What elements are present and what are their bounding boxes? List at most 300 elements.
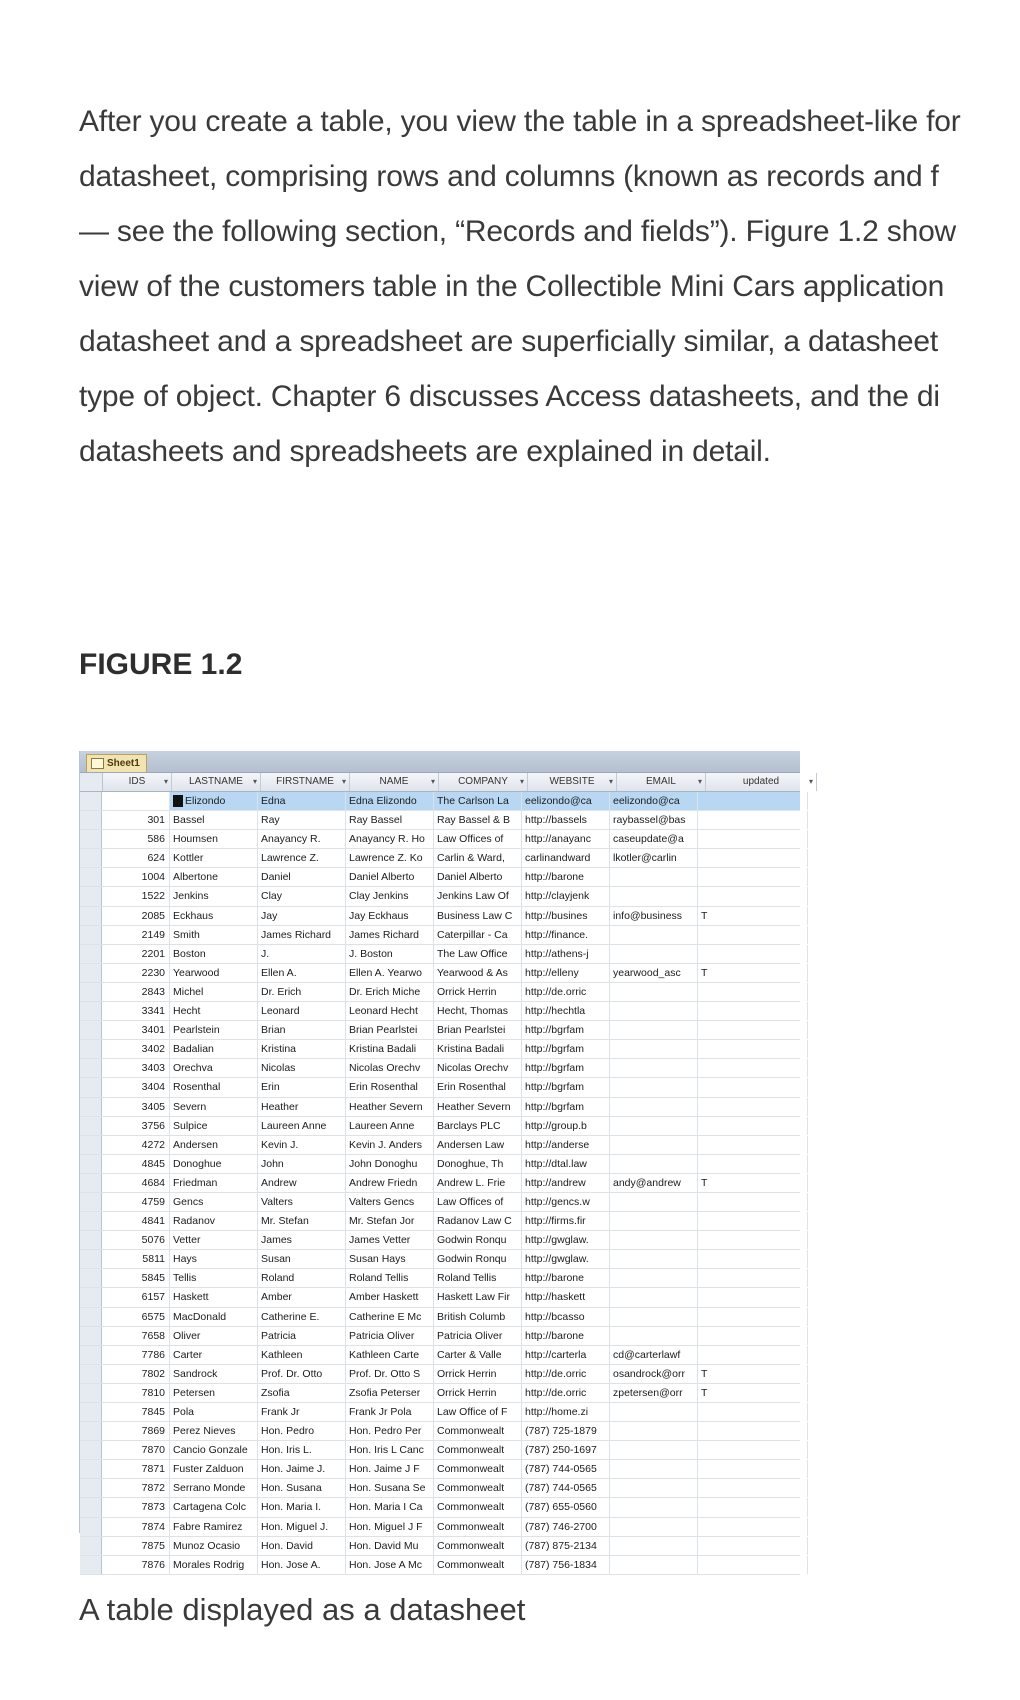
table-cell[interactable]: 7876	[102, 1556, 170, 1574]
table-cell[interactable]: Severn	[170, 1098, 258, 1116]
table-cell[interactable]: Prof. Dr. Otto S	[346, 1365, 434, 1383]
table-cell[interactable]: Donoghue, Th	[434, 1155, 522, 1173]
table-cell[interactable]: Sulpice	[170, 1117, 258, 1135]
table-row[interactable]	[80, 1308, 800, 1327]
row-selector[interactable]	[80, 926, 102, 944]
table-cell[interactable]: Heather Severn	[346, 1098, 434, 1116]
filter-dropdown-icon[interactable]: ▾	[519, 777, 524, 786]
table-cell[interactable]: Hon. Susana Se	[346, 1479, 434, 1497]
table-cell[interactable]	[610, 1327, 698, 1345]
table-cell[interactable]	[610, 1078, 698, 1096]
table-cell[interactable]	[698, 1021, 808, 1039]
table-row[interactable]	[80, 1422, 800, 1441]
table-cell[interactable]: Kevin J.	[258, 1136, 346, 1154]
table-cell[interactable]: 624	[102, 849, 170, 867]
table-row[interactable]	[80, 1250, 800, 1269]
table-cell[interactable]: Commonwealt	[434, 1441, 522, 1459]
table-cell[interactable]: http://gencs.w	[522, 1193, 610, 1211]
table-cell[interactable]: Commonwealt	[434, 1479, 522, 1497]
table-cell[interactable]: 7874	[102, 1518, 170, 1536]
table-cell[interactable]: http://firms.fir	[522, 1212, 610, 1230]
table-cell[interactable]: http://barone	[522, 1269, 610, 1287]
table-cell[interactable]	[610, 945, 698, 963]
table-row[interactable]	[80, 830, 800, 849]
table-cell[interactable]	[698, 1231, 808, 1249]
table-cell[interactable]	[610, 926, 698, 944]
row-selector[interactable]	[80, 1269, 102, 1287]
table-cell[interactable]: Vetter	[170, 1231, 258, 1249]
table-cell[interactable]	[698, 1403, 808, 1421]
row-selector[interactable]	[80, 1384, 102, 1402]
table-cell[interactable]: lkotler@carlin	[610, 849, 698, 867]
table-cell[interactable]: Hon. Jaime J.	[258, 1460, 346, 1478]
table-cell[interactable]: T	[698, 964, 808, 982]
table-cell[interactable]: Clay Jenkins	[346, 887, 434, 905]
table-cell[interactable]	[102, 792, 170, 810]
table-cell[interactable]: Heather	[258, 1098, 346, 1116]
table-cell[interactable]: James Richard	[346, 926, 434, 944]
table-cell[interactable]: http://bgrfam	[522, 1098, 610, 1116]
table-cell[interactable]: Jenkins Law Of	[434, 887, 522, 905]
table-row[interactable]	[80, 1346, 800, 1365]
table-row[interactable]	[80, 907, 800, 926]
table-cell[interactable]: Hon. Jose A.	[258, 1556, 346, 1574]
table-cell[interactable]	[698, 1441, 808, 1459]
table-cell[interactable]: http://haskett	[522, 1288, 610, 1306]
table-cell[interactable]	[610, 1288, 698, 1306]
table-cell[interactable]: Nicolas Orechv	[346, 1059, 434, 1077]
table-cell[interactable]: caseupdate@a	[610, 830, 698, 848]
table-row[interactable]	[80, 868, 800, 887]
table-cell[interactable]: (787) 725-1879	[522, 1422, 610, 1440]
table-cell[interactable]: Bassel	[170, 811, 258, 829]
column-header[interactable]	[439, 773, 528, 791]
table-cell[interactable]	[698, 1518, 808, 1536]
table-cell[interactable]	[610, 1308, 698, 1326]
table-cell[interactable]	[698, 1460, 808, 1478]
row-selector[interactable]	[80, 1002, 102, 1020]
table-cell[interactable]: Albertone	[170, 868, 258, 886]
table-cell[interactable]	[610, 887, 698, 905]
table-cell[interactable]: Petersen	[170, 1384, 258, 1402]
table-cell[interactable]	[610, 1059, 698, 1077]
column-header[interactable]	[350, 773, 439, 791]
row-selector[interactable]	[80, 1498, 102, 1516]
table-cell[interactable]	[698, 1422, 808, 1440]
row-selector[interactable]	[80, 1346, 102, 1364]
table-cell[interactable]: Carter & Valle	[434, 1346, 522, 1364]
table-cell[interactable]: Kottler	[170, 849, 258, 867]
table-cell[interactable]: http://bgrfam	[522, 1021, 610, 1039]
table-cell[interactable]: http://andrew	[522, 1174, 610, 1192]
table-cell[interactable]: Barclays PLC	[434, 1117, 522, 1135]
table-cell[interactable]: http://bassels	[522, 811, 610, 829]
column-header[interactable]	[706, 773, 817, 791]
table-cell[interactable]	[698, 868, 808, 886]
row-selector[interactable]	[80, 964, 102, 982]
table-row[interactable]	[80, 964, 800, 983]
table-cell[interactable]: Daniel	[258, 868, 346, 886]
row-selector[interactable]	[80, 1250, 102, 1268]
table-cell[interactable]: 6157	[102, 1288, 170, 1306]
table-row[interactable]	[80, 1193, 800, 1212]
table-cell[interactable]: (787) 250-1697	[522, 1441, 610, 1459]
table-cell[interactable]: Michel	[170, 983, 258, 1001]
table-cell[interactable]: 5845	[102, 1269, 170, 1287]
table-cell[interactable]: http://group.b	[522, 1117, 610, 1135]
table-cell[interactable]: Gencs	[170, 1193, 258, 1211]
table-cell[interactable]: Ray	[258, 811, 346, 829]
table-cell[interactable]: Perez Nieves	[170, 1422, 258, 1440]
table-cell[interactable]: Catherine E Mc	[346, 1308, 434, 1326]
table-cell[interactable]	[610, 1193, 698, 1211]
table-cell[interactable]: Cartagena Colc	[170, 1498, 258, 1516]
table-cell[interactable]: http://anayanc	[522, 830, 610, 848]
table-cell[interactable]: http://gwglaw.	[522, 1250, 610, 1268]
table-row[interactable]	[80, 1155, 800, 1174]
table-cell[interactable]: Mr. Stefan Jor	[346, 1212, 434, 1230]
row-selector[interactable]	[80, 945, 102, 963]
table-cell[interactable]	[698, 1098, 808, 1116]
table-row[interactable]	[80, 1556, 800, 1575]
table-cell[interactable]: MacDonald	[170, 1308, 258, 1326]
row-selector[interactable]	[80, 868, 102, 886]
table-cell[interactable]: Susan	[258, 1250, 346, 1268]
table-cell[interactable]: Roland Tellis	[434, 1269, 522, 1287]
table-cell[interactable]: 4759	[102, 1193, 170, 1211]
filter-dropdown-icon[interactable]: ▾	[163, 777, 168, 786]
table-cell[interactable]: 3402	[102, 1040, 170, 1058]
table-cell[interactable]: osandrock@orr	[610, 1365, 698, 1383]
table-cell[interactable]: James Richard	[258, 926, 346, 944]
row-selector[interactable]	[80, 1021, 102, 1039]
table-cell[interactable]: eelizondo@ca	[522, 792, 610, 810]
table-cell[interactable]: Frank Jr	[258, 1403, 346, 1421]
table-cell[interactable]: http://athens-j	[522, 945, 610, 963]
column-header[interactable]	[103, 773, 172, 791]
table-cell[interactable]: Andrew	[258, 1174, 346, 1192]
row-selector[interactable]	[80, 830, 102, 848]
table-cell[interactable]: 3404	[102, 1078, 170, 1096]
table-cell[interactable]: http://busines	[522, 907, 610, 925]
table-cell[interactable]: Anayancy R.	[258, 830, 346, 848]
row-selector[interactable]	[80, 1556, 102, 1574]
table-cell[interactable]: Haskett	[170, 1288, 258, 1306]
table-cell[interactable]: Hecht	[170, 1002, 258, 1020]
filter-dropdown-icon[interactable]: ▾	[808, 777, 813, 786]
table-cell[interactable]: Anayancy R. Ho	[346, 830, 434, 848]
table-cell[interactable]: Smith	[170, 926, 258, 944]
table-cell[interactable]: T	[698, 1384, 808, 1402]
table-cell[interactable]: Law Office of F	[434, 1403, 522, 1421]
table-cell[interactable]	[610, 868, 698, 886]
table-cell[interactable]: T	[698, 907, 808, 925]
table-cell[interactable]: Commonwealt	[434, 1537, 522, 1555]
table-cell[interactable]: http://bcasso	[522, 1308, 610, 1326]
table-row[interactable]	[80, 1479, 800, 1498]
table-cell[interactable]: Catherine E.	[258, 1308, 346, 1326]
table-cell[interactable]: Hon. Pedro	[258, 1422, 346, 1440]
row-selector[interactable]	[80, 1193, 102, 1211]
row-selector[interactable]	[80, 1117, 102, 1135]
table-cell[interactable]: Radanov	[170, 1212, 258, 1230]
table-cell[interactable]	[698, 849, 808, 867]
table-cell[interactable]: 301	[102, 811, 170, 829]
table-row[interactable]	[80, 1537, 800, 1556]
table-cell[interactable]: Edna	[258, 792, 346, 810]
column-header[interactable]	[261, 773, 350, 791]
table-cell[interactable]: Ray Bassel & B	[434, 811, 522, 829]
table-cell[interactable]: 7658	[102, 1327, 170, 1345]
table-cell[interactable]: Hon. David Mu	[346, 1537, 434, 1555]
table-cell[interactable]: Zsofia Peterser	[346, 1384, 434, 1402]
table-cell[interactable]: Brian Pearlstei	[434, 1021, 522, 1039]
table-row[interactable]	[80, 983, 800, 1002]
table-row[interactable]	[80, 1136, 800, 1155]
table-cell[interactable]: Patricia	[258, 1327, 346, 1345]
table-cell[interactable]	[698, 1155, 808, 1173]
table-cell[interactable]: http://barone	[522, 1327, 610, 1345]
table-cell[interactable]: Brian	[258, 1021, 346, 1039]
table-cell[interactable]: Kristina	[258, 1040, 346, 1058]
table-cell[interactable]: Jay	[258, 907, 346, 925]
table-cell[interactable]: Hon. Jose A Mc	[346, 1556, 434, 1574]
table-cell[interactable]: Friedman	[170, 1174, 258, 1192]
table-row[interactable]	[80, 1460, 800, 1479]
table-cell[interactable]: Kevin J. Anders	[346, 1136, 434, 1154]
table-cell[interactable]: Clay	[258, 887, 346, 905]
table-row[interactable]	[80, 1441, 800, 1460]
table-cell[interactable]	[610, 1155, 698, 1173]
table-cell[interactable]: Leonard Hecht	[346, 1002, 434, 1020]
table-cell[interactable]	[698, 1327, 808, 1345]
filter-dropdown-icon[interactable]: ▾	[341, 777, 346, 786]
table-cell[interactable]: Erin Rosenthal	[434, 1078, 522, 1096]
table-cell[interactable]: Lawrence Z. Ko	[346, 849, 434, 867]
table-cell[interactable]: Pola	[170, 1403, 258, 1421]
table-cell[interactable]	[610, 1537, 698, 1555]
table-cell[interactable]: John	[258, 1155, 346, 1173]
table-cell[interactable]: http://finance.	[522, 926, 610, 944]
table-cell[interactable]: 2201	[102, 945, 170, 963]
table-cell[interactable]: Ray Bassel	[346, 811, 434, 829]
table-cell[interactable]: Donoghue	[170, 1155, 258, 1173]
table-cell[interactable]: 7869	[102, 1422, 170, 1440]
table-cell[interactable]: Commonwealt	[434, 1556, 522, 1574]
table-row[interactable]	[80, 1117, 800, 1136]
table-cell[interactable]: Ellen A.	[258, 964, 346, 982]
table-cell[interactable]	[610, 1021, 698, 1039]
table-cell[interactable]: Serrano Monde	[170, 1479, 258, 1497]
table-row[interactable]	[80, 1098, 800, 1117]
table-cell[interactable]: 4841	[102, 1212, 170, 1230]
row-selector[interactable]	[80, 1231, 102, 1249]
table-cell[interactable]: 4845	[102, 1155, 170, 1173]
table-cell[interactable]: Godwin Ronqu	[434, 1250, 522, 1268]
table-cell[interactable]	[610, 1136, 698, 1154]
row-selector[interactable]	[80, 1537, 102, 1555]
row-selector[interactable]	[80, 1479, 102, 1497]
table-cell[interactable]	[698, 1136, 808, 1154]
table-row[interactable]	[80, 1174, 800, 1193]
table-cell[interactable]	[610, 1098, 698, 1116]
table-row[interactable]	[80, 1269, 800, 1288]
table-cell[interactable]: Roland Tellis	[346, 1269, 434, 1287]
table-cell[interactable]: Orrick Herrin	[434, 1384, 522, 1402]
table-cell[interactable]: Munoz Ocasio	[170, 1537, 258, 1555]
table-cell[interactable]: Erin	[258, 1078, 346, 1096]
row-selector[interactable]	[80, 1288, 102, 1306]
row-selector[interactable]	[80, 1212, 102, 1230]
row-selector[interactable]	[80, 792, 102, 810]
table-cell[interactable]: Commonwealt	[434, 1518, 522, 1536]
table-cell[interactable]: Yearwood & As	[434, 964, 522, 982]
table-cell[interactable]	[698, 1556, 808, 1574]
table-row[interactable]	[80, 1212, 800, 1231]
table-cell[interactable]	[610, 1460, 698, 1478]
row-selector[interactable]	[80, 887, 102, 905]
table-cell[interactable]: http://dtal.law	[522, 1155, 610, 1173]
table-cell[interactable]: Kathleen	[258, 1346, 346, 1364]
table-cell[interactable]: Edna Elizondo	[346, 792, 434, 810]
table-cell[interactable]: 7786	[102, 1346, 170, 1364]
table-cell[interactable]: The Law Office	[434, 945, 522, 963]
filter-dropdown-icon[interactable]: ▾	[430, 777, 435, 786]
table-cell[interactable]: J. Boston	[346, 945, 434, 963]
table-cell[interactable]: Andrew Friedn	[346, 1174, 434, 1192]
table-cell[interactable]: Kristina Badali	[346, 1040, 434, 1058]
table-cell[interactable]: Daniel Alberto	[346, 868, 434, 886]
table-cell[interactable]: (787) 746-2700	[522, 1518, 610, 1536]
table-cell[interactable]: Hon. David	[258, 1537, 346, 1555]
table-cell[interactable]: 5811	[102, 1250, 170, 1268]
table-cell[interactable]: Laureen Anne	[346, 1117, 434, 1135]
table-row[interactable]	[80, 1498, 800, 1517]
table-cell[interactable]: Laureen Anne	[258, 1117, 346, 1135]
table-cell[interactable]: Orechva	[170, 1059, 258, 1077]
table-cell[interactable]: zpetersen@orr	[610, 1384, 698, 1402]
table-cell[interactable]	[698, 1250, 808, 1268]
row-selector[interactable]	[80, 1365, 102, 1383]
table-cell[interactable]: http://de.orric	[522, 1384, 610, 1402]
table-cell[interactable]	[698, 887, 808, 905]
table-cell[interactable]: carlinandward	[522, 849, 610, 867]
table-cell[interactable]: 1522	[102, 887, 170, 905]
row-selector[interactable]	[80, 1422, 102, 1440]
table-cell[interactable]	[610, 1479, 698, 1497]
table-cell[interactable]: 1004	[102, 868, 170, 886]
table-cell[interactable]: http://clayjenk	[522, 887, 610, 905]
table-cell[interactable]	[698, 792, 808, 810]
table-cell[interactable]: raybassel@bas	[610, 811, 698, 829]
table-cell[interactable]: Hecht, Thomas	[434, 1002, 522, 1020]
table-row[interactable]	[80, 1327, 800, 1346]
table-cell[interactable]: 7873	[102, 1498, 170, 1516]
table-cell[interactable]: Mr. Stefan	[258, 1212, 346, 1230]
table-cell[interactable]: Yearwood	[170, 964, 258, 982]
table-cell[interactable]: Commonwealt	[434, 1422, 522, 1440]
sheet-tab[interactable]	[86, 754, 147, 772]
table-cell[interactable]: http://barone	[522, 868, 610, 886]
table-cell[interactable]: Hon. Miguel J F	[346, 1518, 434, 1536]
table-cell[interactable]: Valters Gencs	[346, 1193, 434, 1211]
table-cell[interactable]: Andersen Law	[434, 1136, 522, 1154]
table-cell[interactable]: Orrick Herrin	[434, 983, 522, 1001]
table-cell[interactable]: Andrew L. Frie	[434, 1174, 522, 1192]
table-cell[interactable]: Caterpillar - Ca	[434, 926, 522, 944]
table-row[interactable]	[80, 1365, 800, 1384]
filter-dropdown-icon[interactable]: ▾	[697, 777, 702, 786]
table-row[interactable]	[80, 1403, 800, 1422]
row-selector[interactable]	[80, 1136, 102, 1154]
table-cell[interactable]	[610, 983, 698, 1001]
table-cell[interactable]: Orrick Herrin	[434, 1365, 522, 1383]
table-cell[interactable]	[610, 1212, 698, 1230]
table-cell[interactable]: Brian Pearlstei	[346, 1021, 434, 1039]
table-cell[interactable]: 3756	[102, 1117, 170, 1135]
row-selector[interactable]	[80, 1098, 102, 1116]
table-cell[interactable]	[610, 1556, 698, 1574]
row-selector[interactable]	[80, 1441, 102, 1459]
table-cell[interactable]	[698, 983, 808, 1001]
column-header[interactable]	[617, 773, 706, 791]
table-cell[interactable]: 7875	[102, 1537, 170, 1555]
table-cell[interactable]: Prof. Dr. Otto	[258, 1365, 346, 1383]
table-cell[interactable]	[170, 792, 258, 810]
table-cell[interactable]: Daniel Alberto	[434, 868, 522, 886]
table-cell[interactable]: Erin Rosenthal	[346, 1078, 434, 1096]
table-cell[interactable]: Commonwealt	[434, 1460, 522, 1478]
table-cell[interactable]: http://anderse	[522, 1136, 610, 1154]
table-cell[interactable]: Lawrence Z.	[258, 849, 346, 867]
table-cell[interactable]: http://home.zi	[522, 1403, 610, 1421]
table-cell[interactable]: Zsofia	[258, 1384, 346, 1402]
table-cell[interactable]	[698, 1193, 808, 1211]
table-cell[interactable]: 3401	[102, 1021, 170, 1039]
table-cell[interactable]: 7870	[102, 1441, 170, 1459]
table-cell[interactable]: Law Offices of	[434, 1193, 522, 1211]
table-cell[interactable]: Boston	[170, 945, 258, 963]
table-cell[interactable]: 7845	[102, 1403, 170, 1421]
table-cell[interactable]: Oliver	[170, 1327, 258, 1345]
table-cell[interactable]: http://hechtla	[522, 1002, 610, 1020]
table-cell[interactable]: 2843	[102, 983, 170, 1001]
row-selector[interactable]	[80, 1174, 102, 1192]
table-cell[interactable]: Pearlstein	[170, 1021, 258, 1039]
table-cell[interactable]: (787) 744-0565	[522, 1460, 610, 1478]
table-cell[interactable]: http://elleny	[522, 964, 610, 982]
table-row[interactable]	[80, 792, 800, 811]
table-cell[interactable]: info@business	[610, 907, 698, 925]
table-cell[interactable]: Heather Severn	[434, 1098, 522, 1116]
table-cell[interactable]	[610, 1498, 698, 1516]
select-all-corner[interactable]	[80, 773, 103, 791]
table-cell[interactable]: http://bgrfam	[522, 1078, 610, 1096]
table-cell[interactable]: 3403	[102, 1059, 170, 1077]
table-cell[interactable]: Andersen	[170, 1136, 258, 1154]
table-cell[interactable]: Morales Rodrig	[170, 1556, 258, 1574]
filter-dropdown-icon[interactable]: ▾	[608, 777, 613, 786]
table-row[interactable]	[80, 1040, 800, 1059]
table-cell[interactable]: 2085	[102, 907, 170, 925]
table-cell[interactable]	[698, 926, 808, 944]
table-cell[interactable]	[610, 1518, 698, 1536]
table-cell[interactable]: andy@andrew	[610, 1174, 698, 1192]
row-selector[interactable]	[80, 1078, 102, 1096]
table-cell[interactable]: yearwood_asc	[610, 964, 698, 982]
table-cell[interactable]	[698, 1269, 808, 1287]
table-cell[interactable]: 7810	[102, 1384, 170, 1402]
